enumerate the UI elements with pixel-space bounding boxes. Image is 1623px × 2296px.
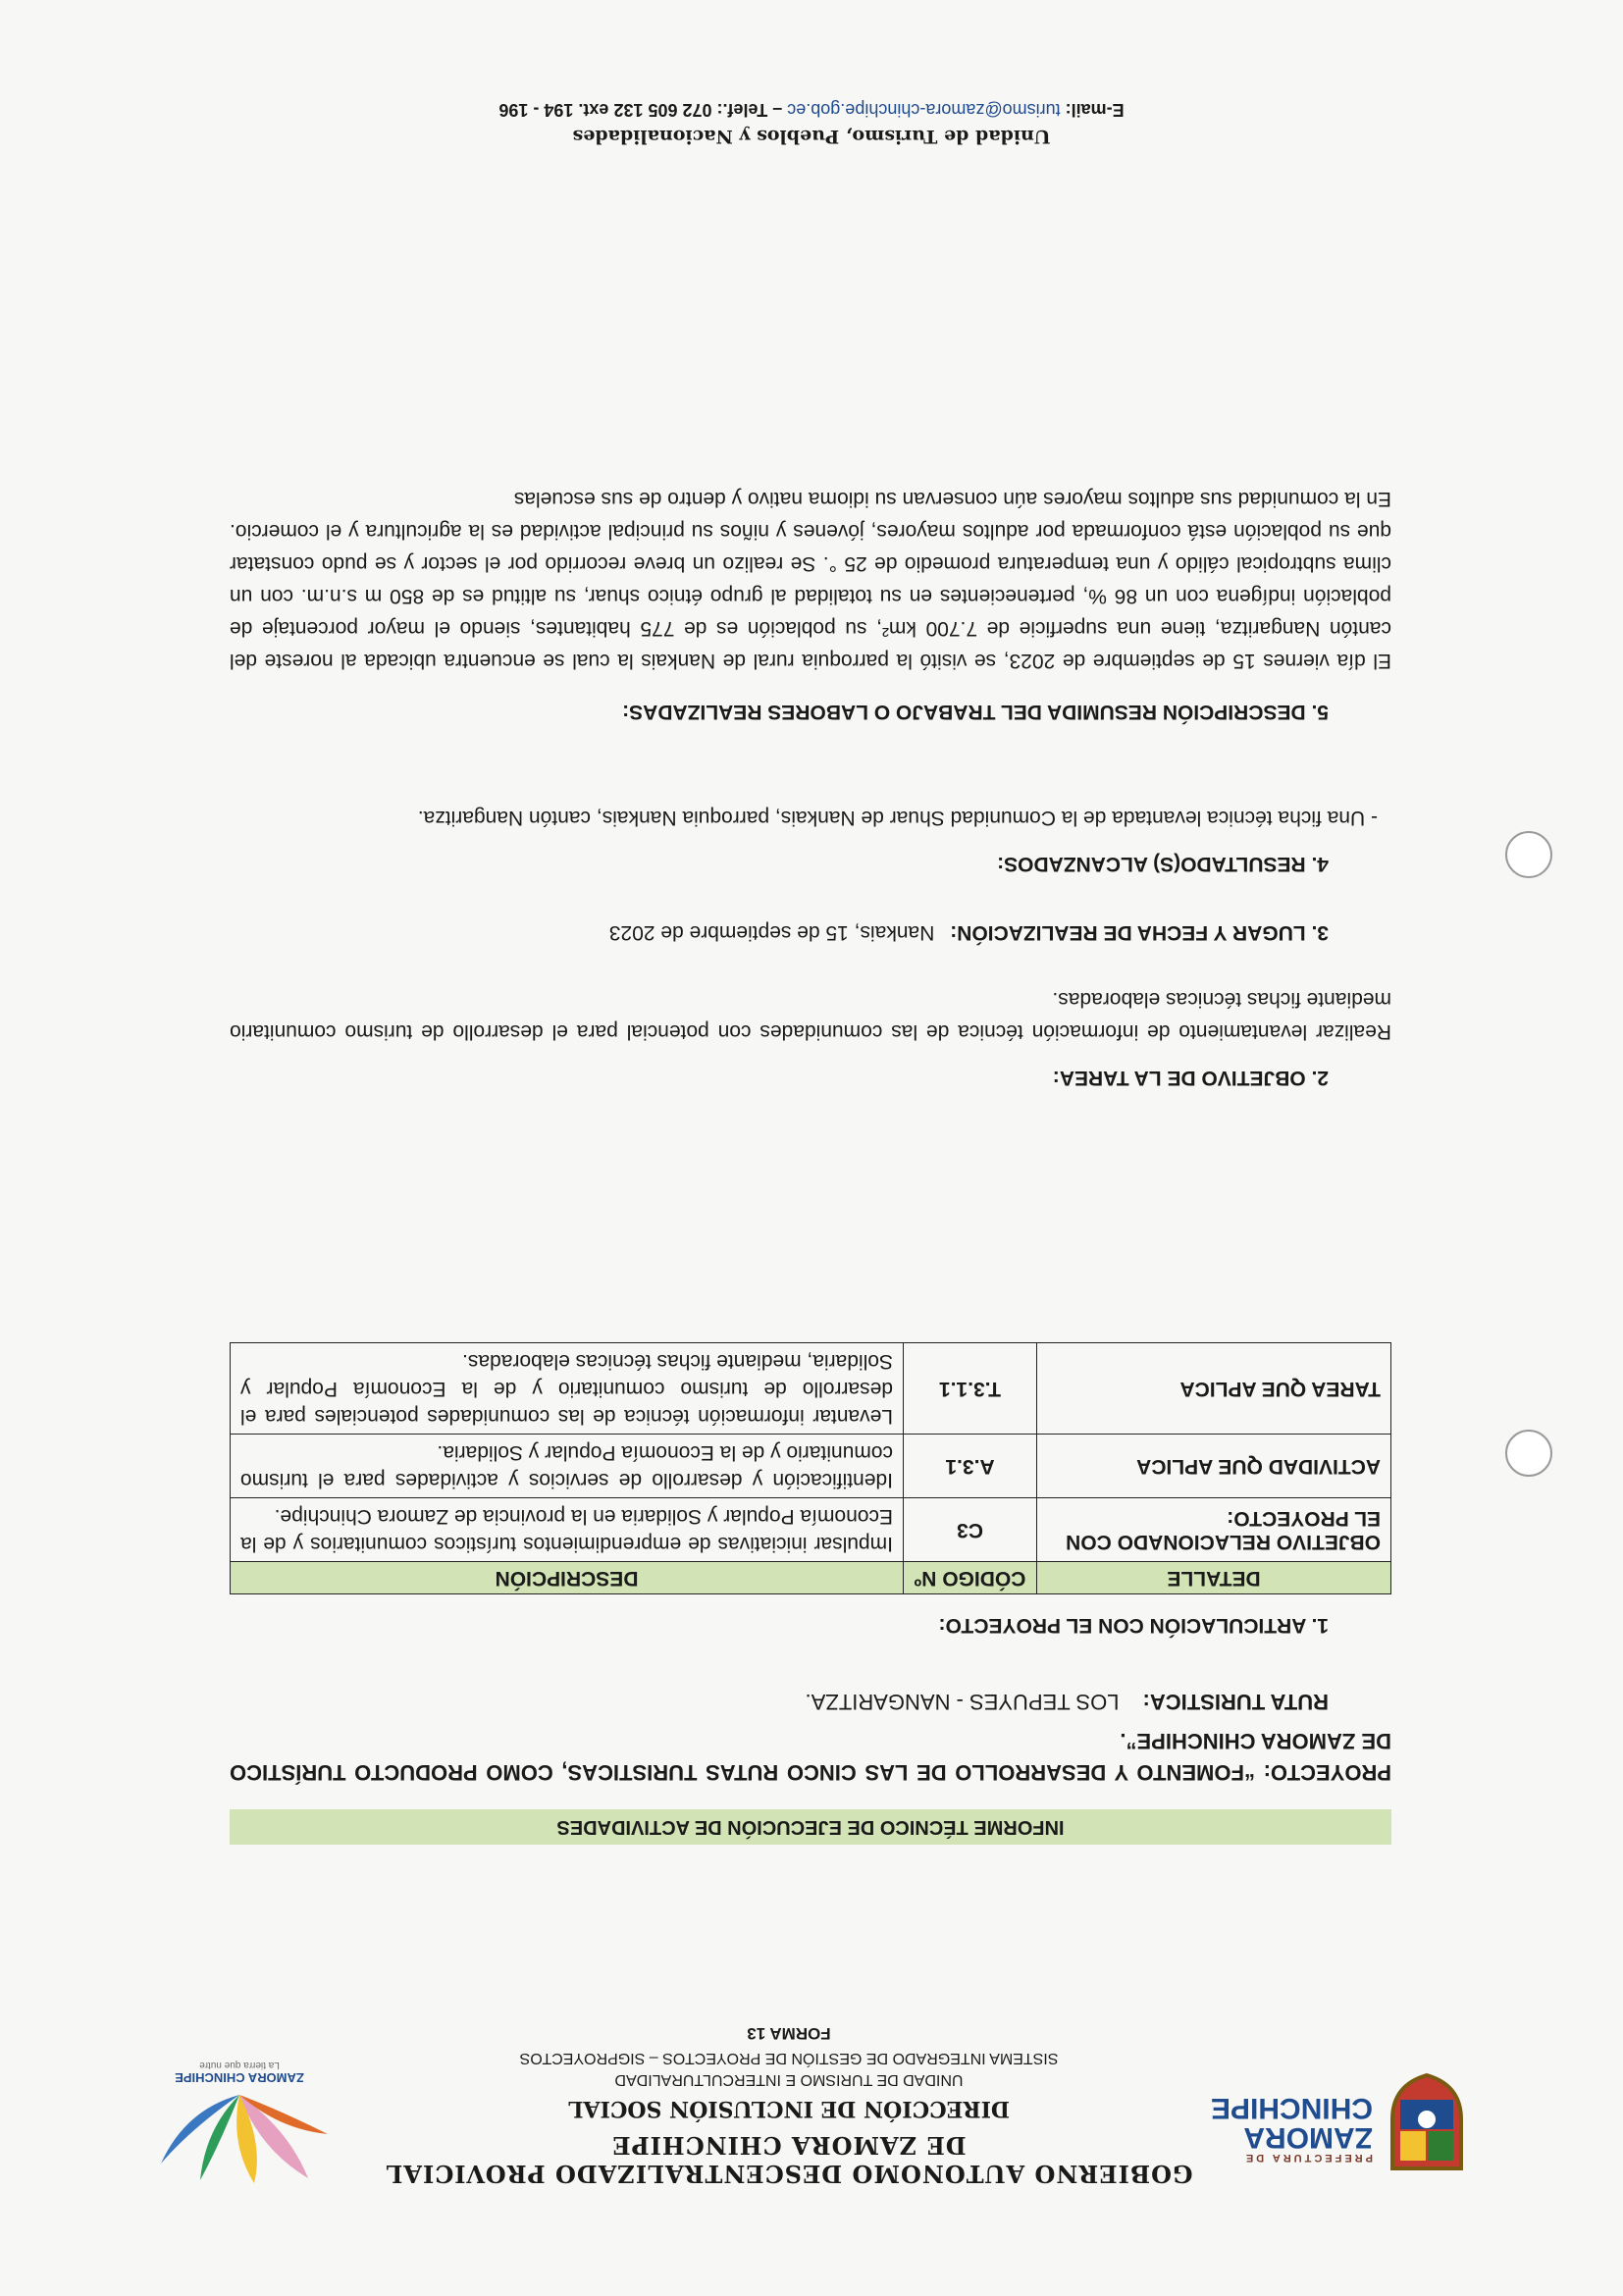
- route-value: LOS TEPUYES - NANGARITZA.: [805, 1690, 1120, 1714]
- cell-detalle: ACTIVIDAD QUE APLICA: [1037, 1435, 1391, 1498]
- punch-hole-bottom: [1505, 1430, 1552, 1477]
- section-3-value: Nankais, 15 de septiembre de 2023: [608, 921, 935, 944]
- section-3-heading: 3. LUGAR Y FECHA DE REALIZACIÓN:: [950, 921, 1329, 944]
- section-5-heading: 5. DESCRIPCIÓN RESUMIDA DEL TRABAJO O LABORES REALIZADAS:: [622, 701, 1329, 723]
- brand-line-2: CHINCHIPE: [1210, 2092, 1373, 2124]
- section-4-bullet: - Una ficha técnica levantada de la Comunidad Shuar de Nankais, parroquia Nankais, cantón Nangaritza.: [417, 807, 1378, 829]
- project-name: PROYECTO: “FOMENTO Y DESARROLLO DE LAS CINCO RUTAS TURISTICAS, COMO PRODUCTO TURÍSTICO DE ZAMORA CHINCHIPE”.: [230, 1729, 1391, 1785]
- section-2-heading: 2. OBJETIVO DE LA TAREA:: [1052, 1067, 1329, 1089]
- email-link[interactable]: turismo@zamora-chinchipe.gob.ec: [787, 100, 1061, 120]
- section-3: [609, 920, 1329, 944]
- col-codigo: CÓDIGO Nº: [904, 1562, 1037, 1594]
- footer-contact: [0, 99, 1623, 120]
- footer-unit: Unidad de Turismo, Pueblos y Nacionalidades: [572, 126, 1051, 147]
- cell-descripcion: Levantar información técnica de las comunidades potenciales para el desarrollo de turismo comunitario y de la Economía Popular y Solidaria, mediante fichas técnicas elaboradas.: [231, 1343, 904, 1435]
- col-detalle: DETALLE: [1037, 1562, 1391, 1594]
- form-number: FORMA 13: [747, 2024, 831, 2043]
- cell-descripcion: Identificación y desarrollo de servicios y actividades para el turismo comunitario y de la Economía Popular y Solidaria.: [231, 1435, 904, 1498]
- col-descripcion: DESCRIPCIÓN: [231, 1562, 904, 1594]
- unit-name: UNIDAD DE TURISMO E INTERCULTURALIDAD: [614, 2071, 964, 2088]
- directorate-name: DIRECCIÓN DE INCLUSIÓN SOCIAL: [567, 2096, 1011, 2121]
- footer: [0, 99, 1623, 147]
- brand-small: PREFECTURA DE: [1242, 2152, 1373, 2164]
- system-name: SISTEMA INTEGRADO DE GESTIÓN DE PROYECTOS – SIGPROYECTOS: [519, 2050, 1059, 2066]
- section-2-text: Realizar levantamiento de información técnica de las comunidades con potencial para el desarrollo de turismo comunitario mediante fichas técnicas elaboradas.: [230, 988, 1391, 1043]
- table-header-row: [231, 1562, 1391, 1594]
- cell-codigo: T.3.1.1: [904, 1343, 1037, 1435]
- route-label: RUTA TURISTICA:: [1142, 1690, 1329, 1714]
- table-row: [231, 1498, 1391, 1562]
- logo-name: ZAMORA CHINCHIPE: [175, 2070, 304, 2085]
- punch-hole-top: [1505, 831, 1552, 878]
- table-row: [231, 1343, 1391, 1435]
- route: [167, 1686, 1329, 1717]
- table-row: [231, 1435, 1391, 1498]
- cell-descripcion: Impulsar iniciativas de emprendimientos turísticos comunitarios y de la Economía Popular y Solidaria en la provincia de Zamora Chinchipe.: [231, 1498, 904, 1562]
- report-title: INFORME TÉCNICO DE EJECUCIÓN DE ACTIVIDADES: [230, 1809, 1391, 1845]
- section-4-heading: 4. RESULTADO(S) ALCANZADOS:: [997, 853, 1329, 875]
- government-name: GOBIERNO AUTONOMO DESCENTRALIZADO PROVICIAL DE ZAMORA CHINCHIPE: [385, 2131, 1193, 2188]
- cell-codigo: A.3.1: [904, 1435, 1037, 1498]
- cell-detalle: OBJETIVO RELACIONADO CON EL PROYECTO:: [1037, 1498, 1391, 1562]
- header-text: [377, 2023, 1201, 2188]
- letterhead: [0, 1894, 1623, 2218]
- articulation-table: [230, 1342, 1391, 1594]
- prefectura-brand: [1206, 2093, 1373, 2164]
- logo-tagline: La tierra que nutre: [199, 2060, 280, 2070]
- leaf-fan-icon: [131, 2090, 347, 2188]
- brand-line-1: ZAMORA: [1243, 2121, 1373, 2154]
- section-5-text: El día viernes 15 de septiembre de 2023, se visitó la parroquia rural de Nankais la cual se encuentra ubicada al noreste del cantón Nangaritza, tiene una superficie de 7.700 km², su población es de 775 habitantes, siendo el mayor porcentaje de población indígena con un 86 %, pertenecientes en su totalidad al grupo étnico shuar, su altitud es de 850 m s.n.m. con un clima subtropical cálido y una temperatura promedio de 25 °. Se realizo un breve recorrido por el sector y se pudo constatar que su población está conformada por adultos mayores, jóvenes y niños su principal actividad es la agricultura y el comercio. En la comunidad sus adultos mayores aún conservan su idioma nativo y dentro de sus escuelas: [230, 488, 1391, 672]
- email-label: E-mail:: [1065, 100, 1125, 120]
- zamora-chinchipe-logo: [131, 2051, 347, 2188]
- coat-of-arms-icon: [1383, 2070, 1471, 2178]
- cell-codigo: C3: [904, 1498, 1037, 1562]
- phone: – Telef.: 072 605 132 ext. 194 - 196: [498, 100, 783, 120]
- cell-detalle: TAREA QUE APLICA: [1037, 1343, 1391, 1435]
- section-1-heading: 1. ARTICULACIÓN CON EL PROYECTO:: [938, 1614, 1329, 1637]
